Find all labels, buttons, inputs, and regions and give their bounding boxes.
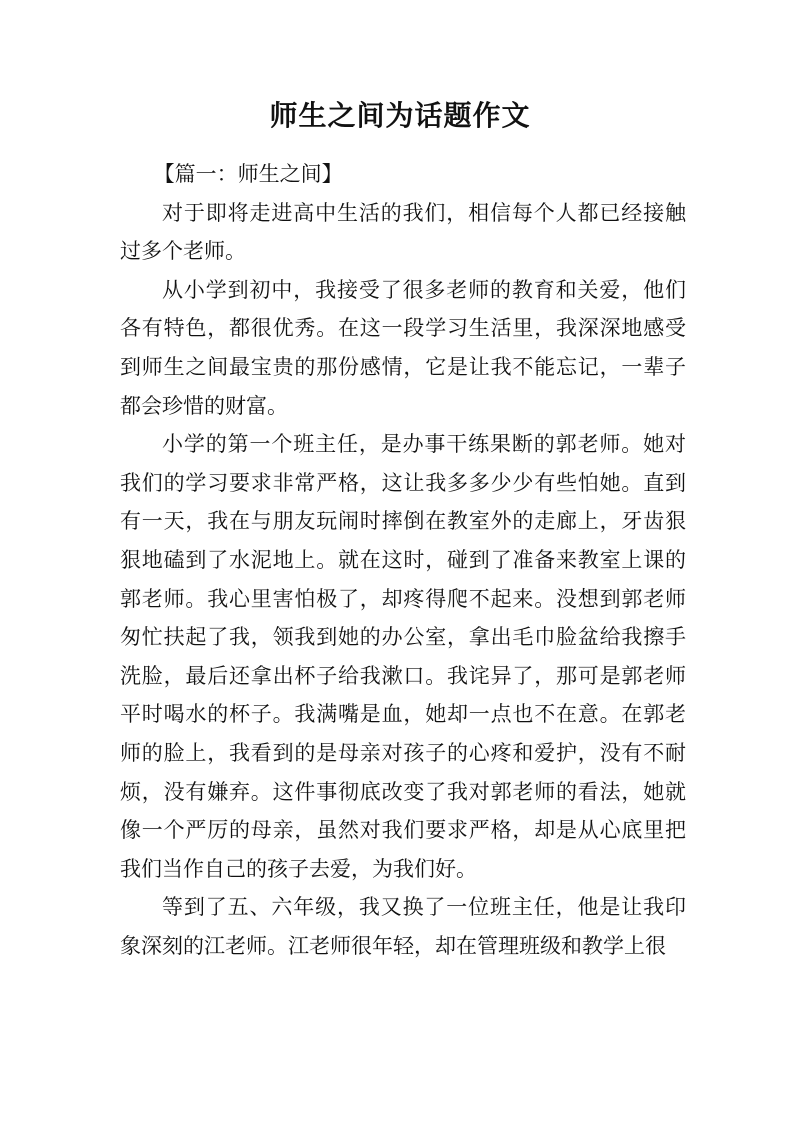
paragraph-3: 小学的第一个班主任，是办事干练果断的郭老师。她对我们的学习要求非常严格，这让我多多少少有些怕她。直到有一天，我在与朋友玩闹时摔倒在教室外的走廊上，牙齿狠狠地磕到了水泥地上。就在这时，碰到了准备来教室上课的郭老师。我心里害怕极了，却疼得爬不起来。没想到郭老师匆忙扶起了我，领我到她的办公室，拿出毛巾脸盆给我擦手洗脸，最后还拿出杯子给我漱口。我诧异了，那可是郭老师平时喝水的杯子。我满嘴是血，她却一点也不在意。在郭老师的脸上，我看到的是母亲对孩子的心疼和爱护，没有不耐烦，没有嫌弃。这件事彻底改变了我对郭老师的看法，她就像一个严厉的母亲，虽然对我们要求严格，却是从心底里把我们当作自己的孩子去爱，为我们好。 (120, 432, 686, 881)
document-title: 师生之间为话题作文 (269, 99, 531, 132)
section-heading: 【篇一：师生之间】 (153, 162, 343, 186)
paragraph-2: 从小学到初中，我接受了很多老师的教育和关爱，他们各有特色，都很优秀。在这一段学习生活里，我深深地感受到师生之间最宝贵的那份感情，它是让我不能忘记，一辈子都会珍惜的财富。 (120, 277, 686, 418)
paragraph-4: 等到了五、六年级，我又换了一位班主任，他是让我印象深刻的江老师。江老师很年轻，却在管理班级和教学上很 (120, 895, 686, 958)
document-body (120, 155, 686, 965)
paragraph-1: 对于即将走进高中生活的我们，相信每个人都已经接触过多个老师。 (120, 200, 686, 264)
